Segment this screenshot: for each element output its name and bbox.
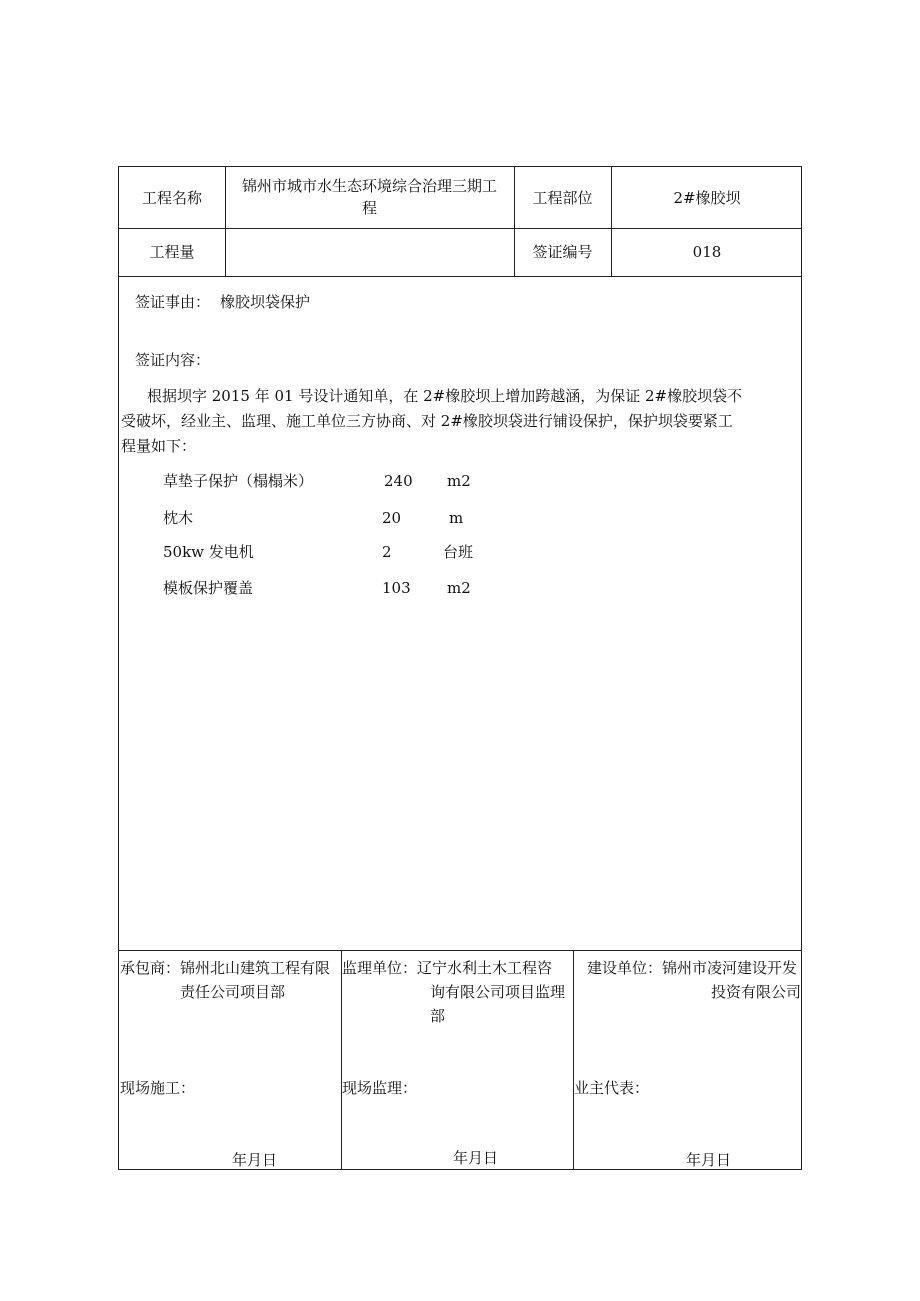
supervisor-date: 年月日 (453, 1149, 499, 1167)
location-label: 工程部位 (532, 189, 593, 207)
owner-date: 年月日 (686, 1151, 732, 1169)
project-name-value: 锦州市城市水生态环境综合治理三期工 (241, 177, 497, 195)
contractor-date: 年月日 (232, 1151, 278, 1169)
cert-no-label: 签证编号 (532, 243, 593, 261)
supervisor-unit-cont: 部 (430, 1007, 446, 1025)
item-unit: m (449, 509, 464, 527)
visa-form (118, 166, 802, 1170)
contractor-unit-cont: 责任公司项目部 (180, 983, 286, 1001)
project-name-value-cont: 程 (361, 199, 377, 217)
reason-label: 签证事由： (135, 293, 211, 311)
row-divider (119, 276, 801, 277)
owner-rep-label: 业主代表： (574, 1079, 650, 1097)
supervisor-unit: 监理单位：辽宁水利土木工程咨 (342, 959, 553, 977)
item-qty: 103 (382, 579, 411, 597)
quantity-label: 工程量 (149, 243, 195, 261)
item-qty: 2 (382, 543, 392, 561)
contractor-unit: 承包商：锦州北山建筑工程有限 (120, 959, 331, 977)
owner-unit: 建设单位：锦州市凌河建设开发 (587, 959, 798, 977)
item-name: 模板保护覆盖 (163, 579, 254, 597)
cert-no-value: 018 (692, 243, 722, 261)
item-name: 50kw 发电机 (163, 543, 254, 561)
row-divider (119, 950, 801, 951)
col-divider (573, 950, 574, 1170)
owner-unit-cont: 投资有限公司 (711, 983, 802, 1001)
reason-value: 橡胶坝袋保护 (220, 293, 311, 311)
content-label: 签证内容： (135, 351, 211, 369)
supervisor-rep-label: 现场监理： (342, 1079, 418, 1097)
item-unit: m2 (447, 579, 471, 597)
content-paragraph-line: 受破坏，经业主、监理、施工单位三方协商、对 2#橡胶坝袋进行铺设保护，保护坝袋要紧工 (121, 412, 733, 430)
content-paragraph-line: 根据坝字 2015 年 01 号设计通知单，在 2#橡胶坝上增加跨越涵，为保证 2#橡胶坝袋不 (147, 387, 743, 405)
item-name: 枕木 (163, 509, 194, 527)
item-unit: 台班 (443, 543, 474, 561)
project-name-label: 工程名称 (141, 189, 202, 207)
col-divider (341, 950, 342, 1170)
row-divider (119, 228, 801, 229)
item-qty: 240 (384, 472, 413, 490)
item-unit: m2 (447, 472, 471, 490)
contractor-rep-label: 现场施工： (120, 1079, 196, 1097)
location-value: 2#橡胶坝 (673, 189, 741, 207)
item-name: 草垫子保护（榻榻米） (163, 472, 314, 490)
item-qty: 20 (382, 509, 402, 527)
content-paragraph-line: 程量如下： (121, 437, 197, 455)
supervisor-unit-cont: 询有限公司项目监理 (430, 983, 566, 1001)
